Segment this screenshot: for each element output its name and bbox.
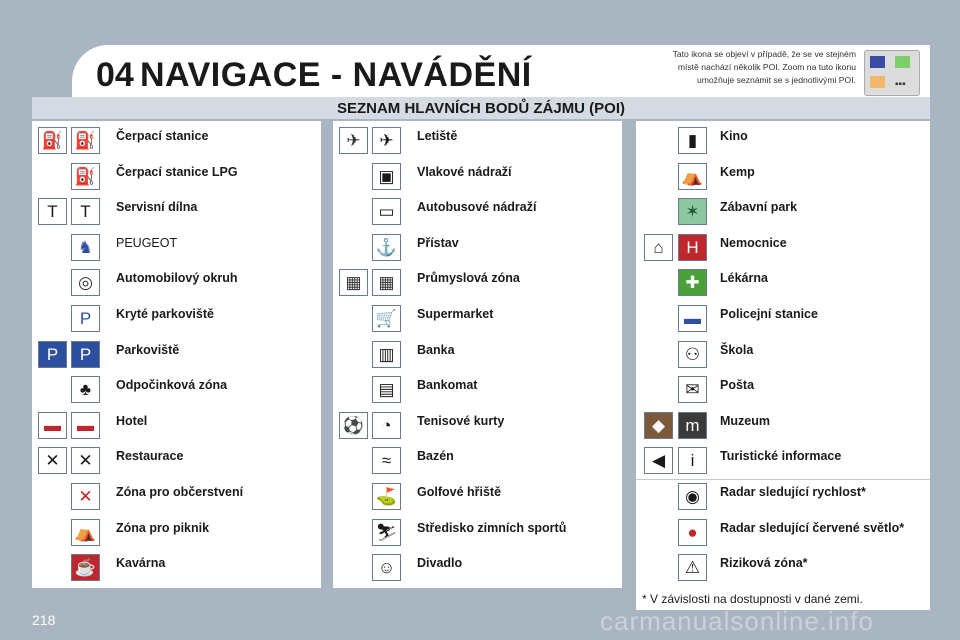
poi-item [32, 479, 321, 514]
train-icon: ▣ [372, 163, 401, 190]
museum-building-icon: ⌂ [644, 234, 673, 261]
poi-item [636, 408, 930, 443]
poi-item [333, 479, 622, 514]
multi-poi-note: Tato ikona se objeví v případě, že se ve stejném místě nachází několik POI. Zoom na tuto ikonu umožňuje seznámit se s jednotlivými POI. [672, 49, 856, 85]
poi-item [636, 550, 930, 585]
poi-item [636, 301, 930, 336]
poi-item [32, 194, 321, 229]
poi-item [333, 372, 622, 407]
covered-parking-icon: P [71, 305, 100, 332]
poi-label: Bazén [417, 449, 454, 464]
poi-item [636, 230, 930, 265]
poi-label: Škola [720, 342, 754, 357]
footnote: * V závislosti na dostupnosti v dané zemi. [642, 592, 863, 606]
poi-item [636, 123, 930, 158]
poi-label: Servisní dílna [116, 200, 198, 215]
coffee-cup-icon: ☕ [71, 554, 100, 581]
column-divider [636, 479, 930, 480]
poi-label: Muzeum [720, 413, 770, 428]
poi-label: Supermarket [417, 307, 494, 321]
envelope-icon: ✉ [678, 376, 707, 403]
poi-item [636, 372, 930, 407]
poi-label: Tenisové kurty [417, 413, 505, 428]
poi-item [636, 194, 930, 229]
poi-column-3 [636, 121, 930, 588]
pharmacy-cross-icon: ✚ [678, 269, 707, 296]
museum-m-icon: m [678, 412, 707, 439]
sport-icon: ⚽ [339, 412, 368, 439]
page-title: NAVIGACE - NAVÁDĚNÍ [140, 56, 532, 94]
poi-item [333, 408, 622, 443]
poi-item [636, 443, 930, 478]
poi-item [333, 123, 622, 158]
poi-label: PEUGEOT [116, 235, 178, 250]
poi-label: Restaurace [116, 449, 184, 464]
picnic-icon: ⛺ [71, 519, 100, 546]
subtitle-bar [32, 97, 930, 119]
tent-icon: ⛺ [678, 163, 707, 190]
poi-item [32, 372, 321, 407]
bank-icon: ▥ [372, 341, 401, 368]
poi-item [32, 230, 321, 265]
tennis-icon: ◔ [372, 412, 401, 439]
poi-label: Průmyslová zóna [417, 271, 520, 286]
fork-knife-icon: ✕ [71, 447, 100, 474]
theater-icon: ☺ [372, 554, 401, 581]
poi-label: Riziková zóna* [720, 556, 808, 571]
poi-label: Radar sledující rychlost* [720, 485, 866, 499]
bus-icon: ▭ [372, 198, 401, 225]
poi-label: Autobusové nádraží [417, 200, 537, 215]
poi-label: Radar sledující červené světlo* [720, 520, 905, 535]
swimmer-icon: ≈ [372, 447, 401, 474]
multi-poi-icon: ▪▪▪ [864, 50, 920, 96]
poi-item [333, 194, 622, 229]
bed-icon: ▬ [71, 412, 100, 439]
poi-label: Zóna pro piknik [116, 520, 210, 535]
poi-item [32, 515, 321, 550]
poi-item [333, 265, 622, 300]
museum-icon: ◆ [644, 412, 673, 439]
poi-label: Kavárna [116, 556, 166, 571]
poi-item [32, 550, 321, 585]
poi-label: Nemocnice [720, 235, 787, 250]
poi-label: Pošta [720, 378, 755, 393]
poi-label: Zóna pro občerstvení [116, 485, 244, 499]
warning-zone-icon: ⚠ [678, 554, 707, 581]
poi-item [333, 230, 622, 265]
poi-item [636, 265, 930, 300]
poi-label: Parkoviště [116, 342, 180, 357]
poi-item [32, 123, 321, 158]
factory-group-icon: ▦ [339, 269, 368, 296]
poi-label: Hotel [116, 413, 148, 428]
poi-item [636, 479, 930, 514]
trees-icon: ♣ [71, 376, 100, 403]
poi-item [333, 515, 622, 550]
poi-label: Letiště [417, 129, 458, 143]
fuel-pump-icon: ⛽ [71, 127, 100, 154]
poi-label: Policejní stanice [720, 307, 818, 321]
atm-icon: ▤ [372, 376, 401, 403]
poi-item [32, 301, 321, 336]
poi-label: Vlakové nádraží [417, 164, 512, 179]
golfer-icon: ⛳ [372, 483, 401, 510]
bed-icon: ▬ [38, 412, 67, 439]
poi-label: Golfové hřiště [417, 485, 502, 499]
parking-icon: P [38, 341, 67, 368]
tourist-info-group-icon: ◀ [644, 447, 673, 474]
poi-item [636, 515, 930, 550]
chapter-number: 04 [96, 56, 134, 94]
poi-item [32, 408, 321, 443]
ship-icon: ⚓ [372, 234, 401, 261]
poi-label: Čerpací stanice LPG [116, 164, 238, 179]
airplane-icon: ✈ [372, 127, 401, 154]
school-children-icon: ⚇ [678, 341, 707, 368]
wrench-icon: T [71, 198, 100, 225]
poi-label: Turistické informace [720, 449, 842, 464]
fuel-pump-icon: ⛽ [38, 127, 67, 154]
poi-item [333, 337, 622, 372]
parking-icon: P [71, 341, 100, 368]
poi-label: Středisko zimních sportů [417, 520, 567, 535]
poi-label: Bankomat [417, 378, 478, 393]
peugeot-lion-icon: ♞ [71, 234, 100, 261]
factory-group-icon: ▦ [372, 269, 401, 296]
poi-label: Přístav [417, 235, 459, 250]
lpg-fuel-icon: ⛽ [71, 163, 100, 190]
poi-item [32, 159, 321, 194]
poi-item [32, 443, 321, 478]
wrench-icon: T [38, 198, 67, 225]
poi-item [333, 443, 622, 478]
amusement-park-icon: ✶ [678, 198, 707, 225]
race-track-icon: ◎ [71, 269, 100, 296]
poi-label: Zábavní park [720, 200, 798, 215]
poi-item [32, 337, 321, 372]
poi-label: Automobilový okruh [116, 271, 238, 286]
speed-camera-icon: ◉ [678, 483, 707, 510]
poi-label: Kryté parkoviště [116, 307, 214, 321]
hospital-icon: H [678, 234, 707, 261]
poi-label: Kino [720, 129, 748, 143]
shopping-cart-icon: 🛒 [372, 305, 401, 332]
poi-column-1 [32, 121, 321, 588]
police-icon: ▬ [678, 305, 707, 332]
skier-icon: ⛷ [372, 519, 401, 546]
poi-item [636, 159, 930, 194]
fork-knife-icon: ✕ [38, 447, 67, 474]
info-icon: i [678, 447, 707, 474]
cinema-icon: ▮ [678, 127, 707, 154]
poi-column-2 [333, 121, 622, 588]
poi-label: Divadlo [417, 556, 463, 571]
poi-item [32, 265, 321, 300]
poi-label: Lékárna [720, 271, 768, 286]
poi-label: Odpočinková zóna [116, 378, 228, 393]
poi-item [333, 550, 622, 585]
poi-label: Kemp [720, 164, 755, 179]
poi-item [333, 301, 622, 336]
poi-item [333, 159, 622, 194]
watermark: carmanualsonline.info [600, 606, 874, 636]
section-subtitle: SEZNAM HLAVNÍCH BODŮ ZÁJMU (POI) [336, 100, 626, 117]
poi-label: Banka [417, 342, 455, 357]
poi-item [636, 337, 930, 372]
poi-label: Čerpací stanice [116, 129, 209, 143]
airport-group-icon: ✈ [339, 127, 368, 154]
page-number: 218 [32, 612, 56, 628]
red-light-camera-icon: ● [678, 519, 707, 546]
refreshment-icon: ✕ [71, 483, 100, 510]
